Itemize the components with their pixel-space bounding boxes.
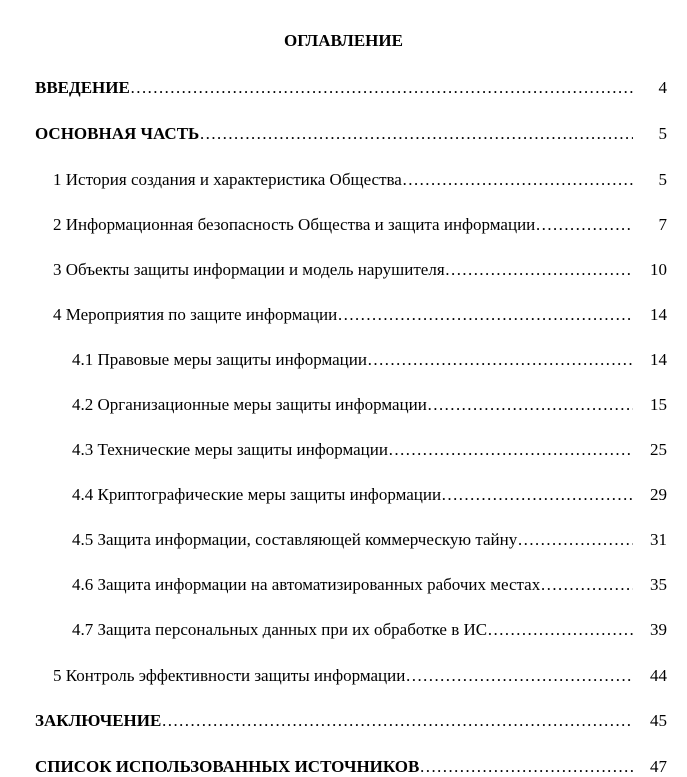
toc-entry-page: 44 bbox=[650, 666, 667, 685]
toc-entry-label: 2 Информационная безопасность Общества и защита информации bbox=[53, 215, 536, 234]
toc-entry-page: 7 bbox=[658, 215, 667, 234]
toc-entry-page: 5 bbox=[658, 124, 667, 143]
toc-entry-page: 45 bbox=[650, 711, 667, 730]
toc-entry-page: 14 bbox=[650, 305, 667, 324]
dot-leader bbox=[487, 620, 633, 640]
toc-entry-label: 4.1 Правовые меры защиты информации bbox=[72, 350, 367, 369]
toc-entry-page: 39 bbox=[650, 620, 667, 639]
toc-entry-label: ОСНОВНАЯ ЧАСТЬ bbox=[35, 124, 200, 143]
dot-leader bbox=[427, 395, 633, 415]
dot-leader bbox=[535, 215, 633, 235]
toc-entry bbox=[35, 757, 667, 777]
toc-entry-label: ВВЕДЕНИЕ bbox=[35, 78, 130, 97]
dot-leader bbox=[199, 124, 633, 144]
toc-entry bbox=[35, 78, 667, 98]
dot-leader bbox=[337, 305, 633, 325]
dot-leader bbox=[402, 170, 633, 190]
toc-entry bbox=[72, 485, 667, 505]
toc-entry-page: 35 bbox=[650, 575, 667, 594]
toc-entry-label: 1 История создания и характеристика Общества bbox=[53, 170, 402, 189]
toc-entry-page: 14 bbox=[650, 350, 667, 369]
toc-entry bbox=[72, 530, 667, 550]
toc-entry-page: 31 bbox=[650, 530, 667, 549]
toc-entry bbox=[53, 215, 667, 235]
toc-entry bbox=[53, 260, 667, 280]
dot-leader bbox=[441, 485, 633, 505]
toc-entry-label: 5 Контроль эффективности защиты информации bbox=[53, 666, 406, 685]
toc-entry-page: 29 bbox=[650, 485, 667, 504]
toc-entry-label: 3 Объекты защиты информации и модель нарушителя bbox=[53, 260, 445, 279]
toc-entry bbox=[35, 124, 667, 144]
toc-title: ОГЛАВЛЕНИЕ bbox=[284, 31, 403, 50]
toc-entry bbox=[35, 711, 667, 731]
toc-entry-label: 4.3 Технические меры защиты информации bbox=[72, 440, 388, 459]
dot-leader bbox=[419, 757, 633, 777]
toc-entry-label: СПИСОК ИСПОЛЬЗОВАННЫХ ИСТОЧНИКОВ bbox=[35, 757, 420, 776]
dot-leader bbox=[161, 711, 633, 731]
toc-entry bbox=[53, 305, 667, 325]
toc-entry-page: 10 bbox=[650, 260, 667, 279]
toc-entry-page: 47 bbox=[650, 757, 667, 776]
toc-entry bbox=[53, 170, 667, 190]
toc-entry bbox=[53, 666, 667, 686]
toc-entry-label: 4.6 Защита информации на автоматизированных рабочих местах bbox=[72, 575, 541, 594]
toc-entry bbox=[72, 395, 667, 415]
toc-entry-page: 25 bbox=[650, 440, 667, 459]
toc-entry-page: 15 bbox=[650, 395, 667, 414]
toc-entry-label: 4.2 Организационные меры защиты информации bbox=[72, 395, 427, 414]
toc-entry-page: 4 bbox=[658, 78, 667, 97]
toc-entry-label: 4.7 Защита персональных данных при их обработке в ИС bbox=[72, 620, 488, 639]
toc-entry bbox=[72, 440, 667, 460]
dot-leader bbox=[130, 78, 633, 98]
dot-leader bbox=[388, 440, 633, 460]
toc-entry bbox=[72, 350, 667, 370]
dot-leader bbox=[445, 260, 633, 280]
toc-entry-label: 4 Мероприятия по защите информации bbox=[53, 305, 338, 324]
dot-leader bbox=[517, 530, 633, 550]
dot-leader bbox=[367, 350, 633, 370]
toc-entry-label: 4.5 Защита информации, составляющей коммерческую тайну bbox=[72, 530, 518, 549]
toc-entry-page: 5 bbox=[658, 170, 667, 189]
toc-entry bbox=[72, 620, 667, 640]
dot-leader bbox=[405, 666, 633, 686]
toc-entry-label: ЗАКЛЮЧЕНИЕ bbox=[35, 711, 162, 730]
toc-entry bbox=[72, 575, 667, 595]
toc-entry-label: 4.4 Криптографические меры защиты информации bbox=[72, 485, 442, 504]
dot-leader bbox=[540, 575, 633, 595]
